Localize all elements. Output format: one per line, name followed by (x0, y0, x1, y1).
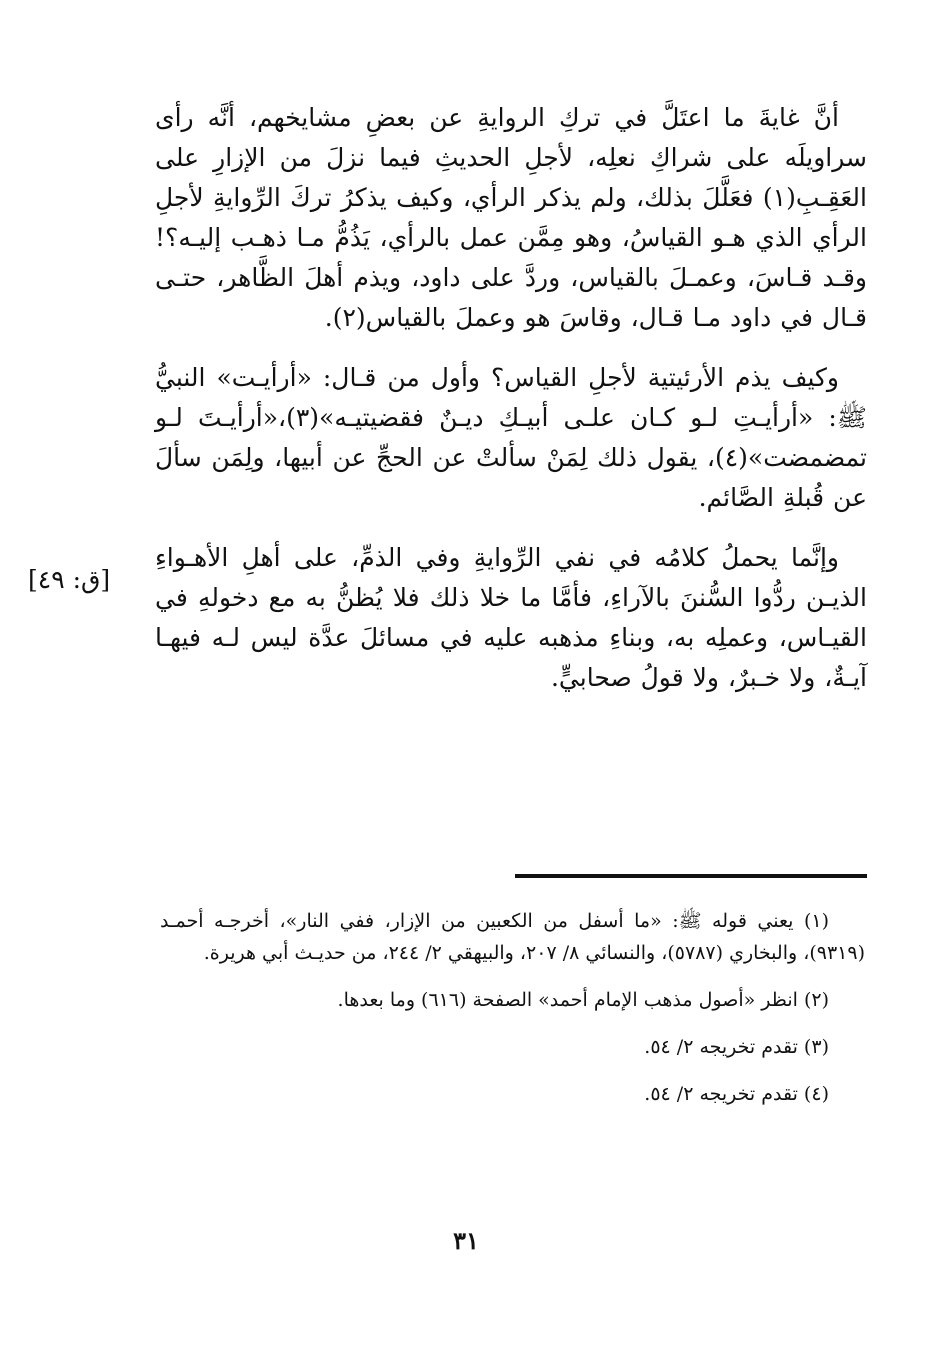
paragraph: وإنَّما يحملُ كلامُه في نفي الرِّوايةِ وفي الذمِّ، على أهلِ الأهـواءِ الذيـن ردُّوا السُّننَ بالآراءِ، فأمَّا ما خلا ذلك فلا يُظنُّ به مع دخولهِ في القيـاس، وعملِه به، وبناءِ مذهبه عليه في مسائلَ عدَّة ليس لـه فيهـا آيـةٌ، ولا خـبرٌ، ولا قولُ صحابيٍّ. (155, 543, 867, 692)
manuscript-folio-marker: [ق: ٤٩] (28, 565, 111, 594)
footnote: (١) يعني قوله ﷺ: «ما أسفل من الكعبين من الإزار، ففي النار»، أخرجـه أحمـد (٩٣١٩)، والبخاري (٥٧٨٧)، والنسائي ٨/ ٢٠٧، والبيهقي ٢/ ٢٤٤، من حديـث أبي هريرة. (160, 910, 865, 964)
footnotes (160, 905, 865, 1125)
paragraph: وكيف يذم الأرئيتية لأجلِ القياس؟ وأول من قـال: «أرأيـت» النبيُّ ﷺ: «أرأيـتِ لـو كـان علـى أبيـكِ ديـنٌ فقضيتيـه»(٣)،«أرأيـتَ لـو تمضمضت»(٤)، يقول ذلك لِمَنْ سألتْ عن الحجِّ عن أبيها، ولِمَن سألَ عن قُبلةِ الصَّائم. (155, 363, 867, 512)
main-text (155, 98, 867, 718)
footnote-separator (515, 874, 867, 878)
page-number: ٣١ (453, 1226, 479, 1255)
footnote: (٤) تقدم تخريجه ٢/ ٥٤. (644, 1083, 829, 1105)
paragraph: أنَّ غايةَ ما اعتَلَّ في تركِ الروايةِ عن بعضِ مشايخهم، أنَّه رأى سراويلَه على شراكِ نعلِه، لأجلِ الحديثِ فيما نزلَ من الإزارِ على العَقِـبِ(١) فعَلَّلَ بذلك، ولم يذكر الرأي، وكيف يذكرُ تركَ الرِّوايةِ لأجلِ الرأي الذي هـو القياسُ، وهو مِمَّن عمل بالرأي، يَذُمُّ مـا ذهـب إليـه؟! وقـد قـاسَ، وعمـلَ بالقياس، وردَّ على داود، ويذم أهلَ الظَّاهر، حتـى قـال في داود مـا قـال، وقاسَ هو وعملَ بالقياس(٢). (155, 103, 867, 332)
footnote: (٣) تقدم تخريجه ٢/ ٥٤. (644, 1036, 829, 1058)
footnote: (٢) انظر «أصول مذهب الإمام أحمد» الصفحة (٦١٦) وما بعدها. (337, 989, 829, 1011)
